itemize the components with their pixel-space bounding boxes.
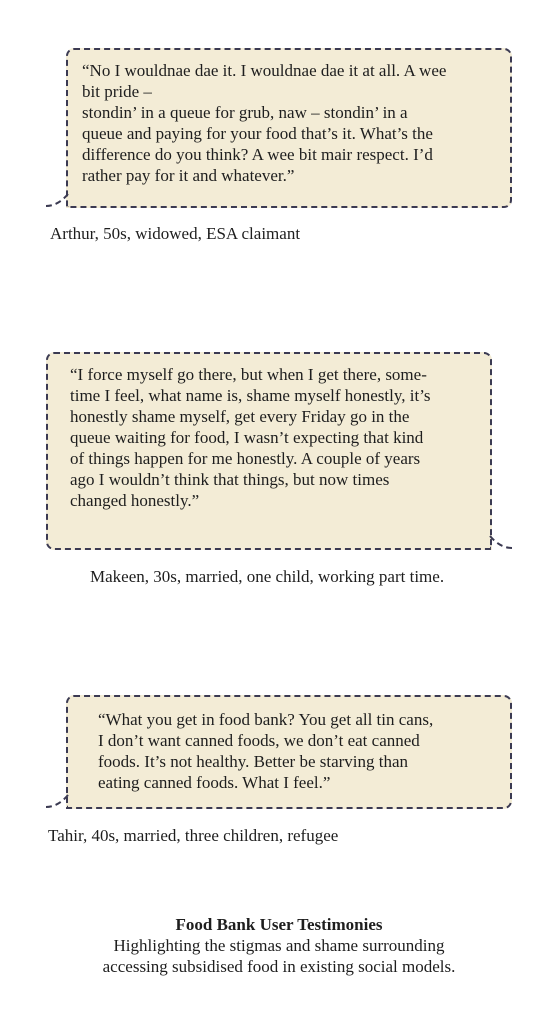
caption-line-1: Highlighting the stigmas and shame surrounding <box>113 936 445 955</box>
testimony-bubble-3 <box>66 695 512 809</box>
testimony-attribution-1: Arthur, 50s, widowed, ESA claimant <box>50 224 301 243</box>
caption-title: Food Bank User Testimonies <box>175 915 383 934</box>
figure-caption <box>0 914 558 977</box>
testimony-quote-1: “No I wouldnae dae it. I wouldnae dae it at all. A wee bit pride – stondin’ in a queue for grub, naw – stondin’ in a queue and paying for your food that’s it. What’s the difference do you think? A wee bit mair respect. I’d rather pay for it and whatever.” <box>82 61 447 185</box>
testimony-quote-2: “I force myself go there, but when I get there, some- time I feel, what name is, shame myself honestly, it’s honestly shame myself, get every Friday go in the queue waiting for food, I wasn’t expecting that kind of things happen for me honestly. A couple of years ago I wouldn’t think that things, but now times changed honestly.” <box>70 365 431 510</box>
speech-tail-3 <box>44 793 70 809</box>
caption-line-2: accessing subsidised food in existing social models. <box>102 957 456 976</box>
speech-tail-2 <box>488 534 514 550</box>
testimony-bubble-2 <box>46 352 492 550</box>
testimony-attribution-3: Tahir, 40s, married, three children, refugee <box>48 826 339 845</box>
testimony-bubble-1 <box>66 48 512 208</box>
testimony-attribution-2: Makeen, 30s, married, one child, working part time. <box>90 567 445 586</box>
testimony-quote-3: “What you get in food bank? You get all tin cans, I don’t want canned foods, we don’t eat canned foods. It’s not healthy. Better be starving than eating canned foods. What I feel.” <box>98 710 434 792</box>
speech-tail-1 <box>44 192 70 208</box>
